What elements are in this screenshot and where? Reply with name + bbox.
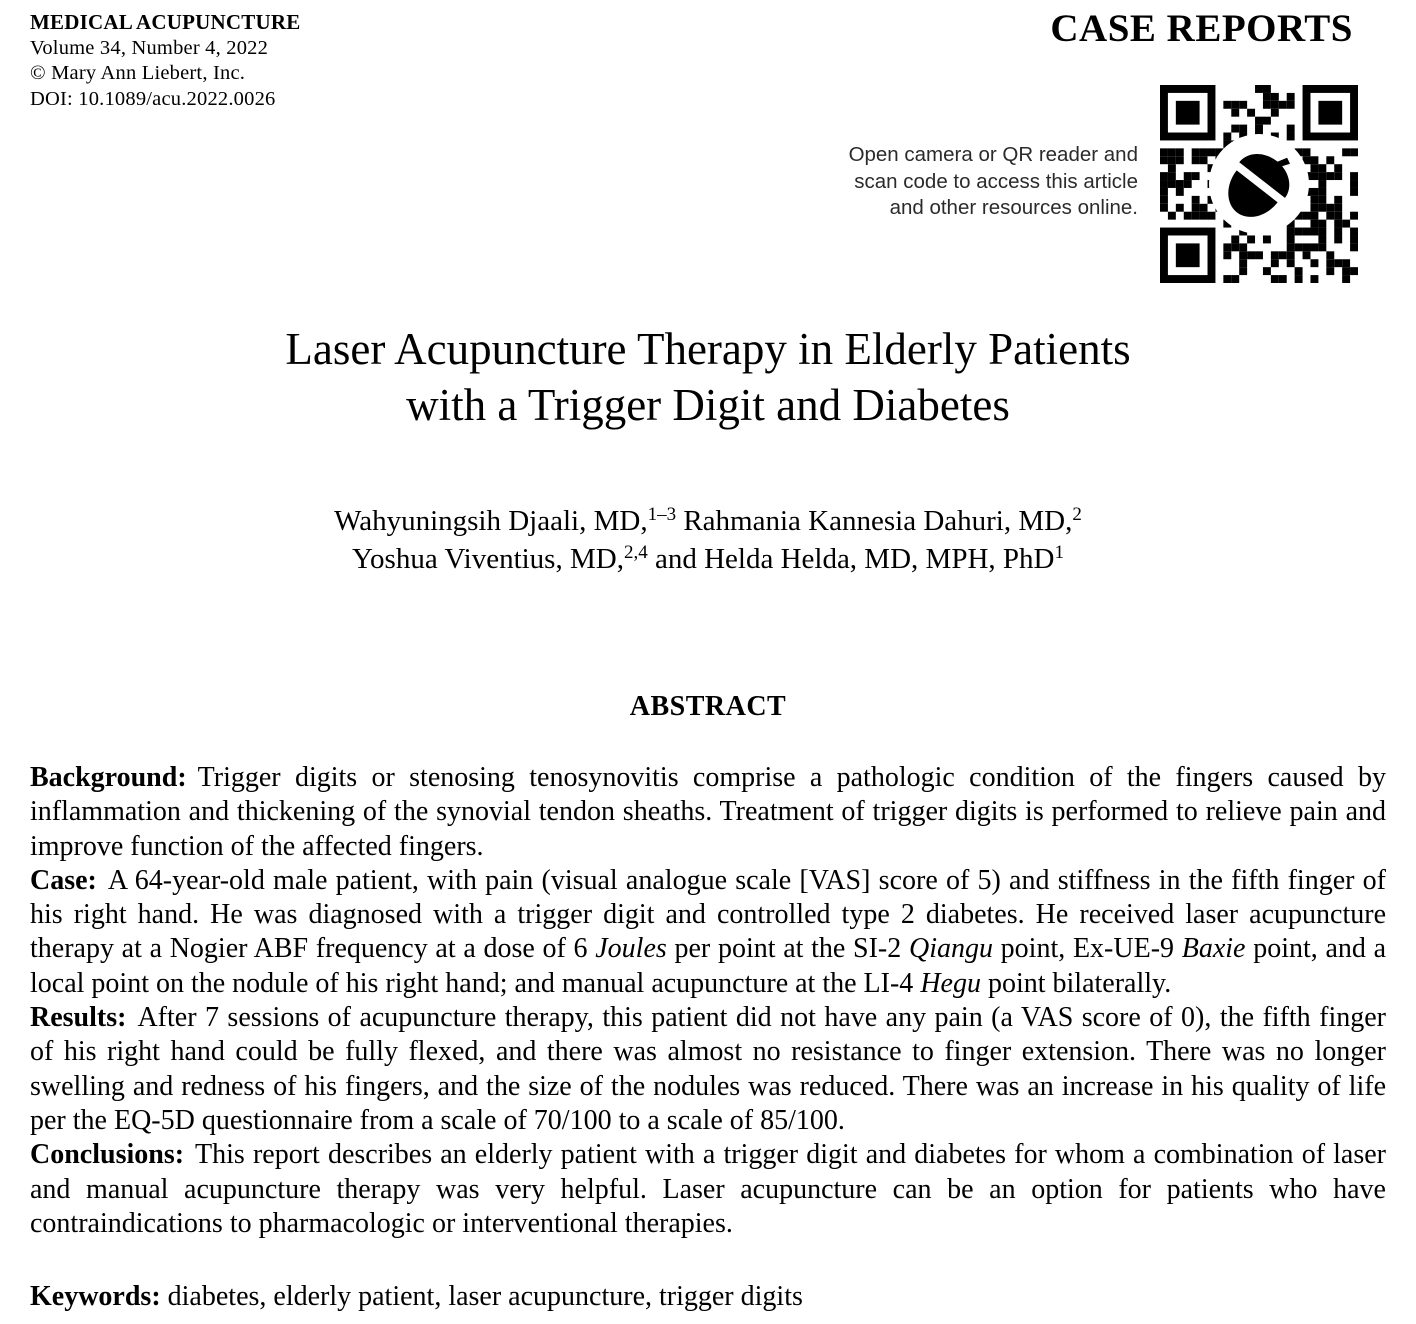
paragraph-text: Trigger digits or stenosing tenosynovitis comprise a pathologic condition of the fingers caused by inflammation and thickening of the synovial tendon sheaths. Treatment of trigger digits is performed to relieve pain and improve function of the affected fingers. bbox=[30, 762, 1386, 862]
abstract-paragraph-conclusions bbox=[30, 1138, 1386, 1241]
article-title-line1: Laser Acupuncture Therapy in Elderly Patients bbox=[285, 324, 1131, 374]
paragraph-text: A 64-year-old male patient, with pain (visual analogue scale [VAS] score of 5) and stiffness in the fifth finger of his right hand. He was diagnosed with a trigger digit and controlled type 2 diabetes. He received laser acupuncture therapy at a Nogier ABF frequency at a dose of 6 bbox=[30, 864, 1386, 965]
author-affiliation-sup: 1 bbox=[1054, 542, 1064, 563]
article-title bbox=[0, 321, 1416, 433]
author-name: Yoshua Viventius, MD, bbox=[352, 543, 624, 575]
paragraph-text: After 7 sessions of acupuncture therapy, this patient did not have any pain (a VAS score of 0), the fifth finger of his right hand could be fully flexed, and there was almost no resistance to finger extension. There was no longer swelling and redness of his fingers, and the size of the nodules was reduced. There was an increase in his quality of life per the EQ-5D questionnaire from a scale of 70/100 to a scale of 85/100. bbox=[30, 1002, 1386, 1136]
author-list bbox=[0, 502, 1416, 578]
paragraph-text: point bilaterally. bbox=[980, 967, 1172, 999]
italic-term: Joules bbox=[595, 933, 667, 965]
qr-caption bbox=[849, 142, 1138, 222]
paragraph-label: Background: bbox=[30, 762, 187, 793]
author-line bbox=[0, 540, 1416, 578]
journal-info bbox=[30, 10, 300, 112]
abstract-heading: ABSTRACT bbox=[629, 691, 787, 722]
article-title-line2: with a Trigger Digit and Diabetes bbox=[406, 380, 1010, 430]
abstract-paragraph-background bbox=[30, 761, 1386, 864]
paragraph-text: point, and a local point on the nodule of his right hand; and manual acupuncture at the LI-4 bbox=[30, 933, 1387, 999]
abstract-body bbox=[30, 761, 1386, 1241]
author-affiliation-sup: 2,4 bbox=[623, 542, 648, 563]
qr-caption-line: and other resources online. bbox=[889, 196, 1138, 219]
italic-term: Hegu bbox=[920, 967, 981, 999]
qr-caption-line: scan code to access this article bbox=[854, 169, 1138, 193]
abstract-paragraph-case bbox=[30, 864, 1386, 1001]
qr-caption-line: Open camera or QR reader and bbox=[848, 143, 1138, 166]
paragraph-label: Results: bbox=[30, 1002, 127, 1034]
journal-name: MEDICAL ACUPUNCTURE bbox=[30, 10, 301, 34]
italic-term: Baxie bbox=[1181, 933, 1246, 965]
author-affiliation-sup: 2 bbox=[1072, 504, 1082, 525]
author-name: Rahmania Kannesia Dahuri, MD, bbox=[676, 505, 1073, 537]
journal-doi-line: DOI: 10.1089/acu.2022.0026 bbox=[30, 87, 276, 110]
paragraph-label: Conclusions: bbox=[30, 1139, 185, 1171]
paragraph-text: This report describes an elderly patient with a trigger digit and diabetes for whom a combination of laser and manual acupuncture therapy was very helpful. Laser acupuncture can be an option for patients who have contraindications to pharmacologic or interventional therapies. bbox=[30, 1139, 1386, 1239]
journal-volume-line: Volume 34, Number 4, 2022 bbox=[30, 36, 269, 59]
paragraph-text: point, Ex-UE-9 bbox=[992, 933, 1182, 965]
section-label: CASE REPORTS bbox=[1050, 7, 1353, 50]
keywords-text: diabetes, elderly patient, laser acupuncture, trigger digits bbox=[167, 1281, 803, 1312]
author-affiliation-sup: 1–3 bbox=[647, 504, 677, 525]
journal-copyright-line: © Mary Ann Liebert, Inc. bbox=[30, 62, 246, 84]
paragraph-label: Case: bbox=[30, 864, 97, 896]
italic-term: Qiangu bbox=[908, 933, 993, 965]
keywords-line bbox=[30, 1281, 803, 1313]
author-line bbox=[0, 502, 1416, 540]
author-name: Wahyuningsih Djaali, MD, bbox=[334, 505, 648, 537]
author-name: and Helda Helda, MD, MPH, PhD bbox=[647, 543, 1055, 575]
qr-code bbox=[1160, 85, 1358, 283]
keywords-label: Keywords: bbox=[30, 1281, 161, 1312]
paragraph-text: per point at the SI-2 bbox=[666, 933, 909, 965]
abstract-paragraph-results bbox=[30, 1001, 1386, 1138]
